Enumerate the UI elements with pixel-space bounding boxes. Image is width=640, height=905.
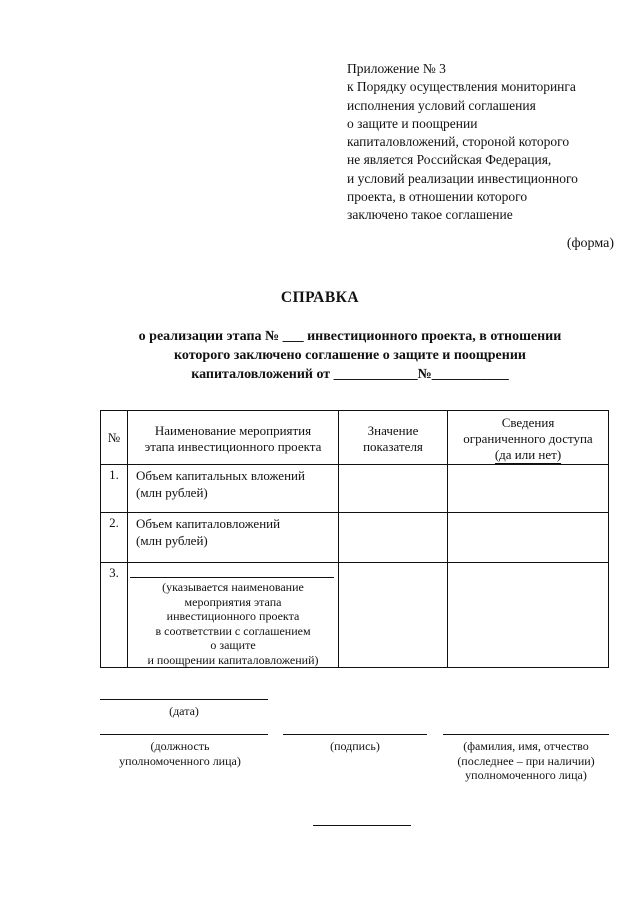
header-name-line: Наименование мероприятия (154, 423, 312, 438)
header-name-line: этапа инвестиционного проекта (144, 439, 322, 454)
position-label-line: (должность (150, 739, 210, 753)
appendix-line: и условий реализации инвестиционного (347, 170, 578, 186)
table-header-row (101, 411, 609, 465)
appendix-line: о защите и поощрении (347, 115, 478, 131)
form-label: (форма) (566, 236, 614, 251)
appendix-line: Приложение № 3 (347, 61, 446, 76)
appendix-line: исполнения условий соглашения (347, 97, 536, 113)
row-name (128, 465, 339, 513)
note-line: инвестиционного проекта (166, 609, 300, 623)
confidential-cell[interactable] (448, 465, 609, 513)
table-row (101, 563, 609, 668)
header-confidential (448, 411, 609, 465)
appendix-line: капиталовложений, стороной которого (347, 134, 570, 150)
position-line[interactable] (100, 734, 268, 735)
date-label: (дата) (169, 704, 199, 718)
subtitle-line: которого заключено соглашение о защите и поощрении (174, 348, 526, 363)
row-number: 3. (101, 563, 128, 668)
appendix-line: не является Российская Федерация, (347, 152, 552, 168)
signature-line[interactable] (283, 734, 427, 735)
row-name-line: Объем капиталовложений (136, 516, 281, 531)
fio-label-line: уполномоченного лица) (465, 768, 587, 782)
fio-line[interactable] (443, 734, 609, 735)
report-table (100, 410, 609, 668)
appendix-line: к Порядку осуществления мониторинга (347, 79, 576, 95)
fio-label-line: (фамилия, имя, отчество (463, 739, 589, 753)
note-line: и поощрении капиталовложений) (147, 652, 319, 667)
note-line: о защите (210, 638, 256, 652)
row-name-line: (млн рублей) (136, 485, 208, 500)
row-number: 2. (101, 513, 128, 563)
subtitle-line: о реализации этапа № ___ инвестиционного проекта, в отношении (138, 329, 562, 344)
value-cell[interactable] (339, 563, 448, 668)
date-line[interactable] (100, 699, 268, 700)
signature-label: (подпись) (330, 739, 380, 753)
header-conf-line: (да или нет) (494, 447, 562, 462)
value-cell[interactable] (339, 465, 448, 513)
appendix-line: проекта, в отношении которого (347, 189, 528, 205)
header-name (128, 411, 339, 465)
note-line: мероприятия этапа (184, 594, 282, 609)
table-row (101, 465, 609, 513)
confidential-cell[interactable] (448, 513, 609, 563)
header-value-line: показателя (363, 439, 423, 454)
footer-divider (313, 825, 411, 826)
note-line: в соответствии с соглашением (155, 623, 311, 638)
row-name-line: (млн рублей) (136, 533, 208, 548)
value-cell[interactable] (339, 513, 448, 563)
note-line: (указывается наименование (162, 580, 304, 594)
appendix-header (347, 60, 627, 225)
header-conf-line: ограниченного доступа (463, 431, 593, 446)
header-value-line: Значение (367, 423, 419, 438)
confidential-cell[interactable] (448, 563, 609, 668)
event-name-note (128, 580, 338, 667)
document-title: СПРАВКА (280, 289, 360, 306)
event-name-blank-line[interactable] (130, 563, 334, 578)
row-number: 1. (101, 465, 128, 513)
row-name (128, 563, 339, 668)
fio-label (426, 739, 626, 783)
header-conf-line: Сведения (501, 415, 555, 430)
header-num: № (101, 411, 128, 465)
fio-label-line: (последнее – при наличии) (457, 753, 595, 768)
position-label-line: уполномоченного лица) (119, 753, 241, 768)
position-label (80, 739, 280, 768)
header-value (339, 411, 448, 465)
table-row (101, 513, 609, 563)
row-name (128, 513, 339, 563)
subtitle-line: капиталовложений от ____________№___________ (191, 367, 509, 382)
appendix-line: заключено такое соглашение (347, 207, 513, 223)
document-subtitle (100, 327, 600, 384)
row-name-line: Объем капитальных вложений (136, 468, 305, 483)
